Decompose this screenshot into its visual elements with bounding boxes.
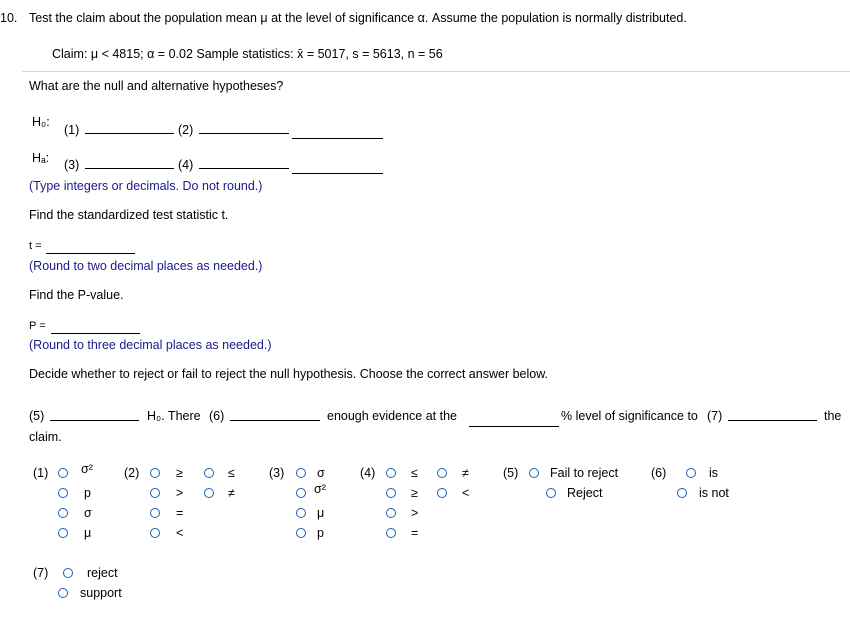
blank-4-label: (4) <box>178 158 194 172</box>
g4-opt-gt: > <box>411 506 419 520</box>
g5-radio-fail-to-reject[interactable] <box>529 468 539 478</box>
blank-1[interactable] <box>85 133 174 134</box>
g2-radio-eq[interactable] <box>150 508 160 518</box>
p-label: P = <box>29 320 46 332</box>
g1-opt-sigma: σ <box>84 506 92 520</box>
h0-there-text: H₀. There <box>147 409 201 423</box>
g4-radio-eq[interactable] <box>386 528 396 538</box>
group-6-label: (6) <box>651 466 667 480</box>
g6-opt-is: is <box>709 466 719 480</box>
g3-radio-sigma[interactable] <box>296 468 306 478</box>
g2-radio-ge[interactable] <box>150 468 160 478</box>
g5-opt-reject: Reject <box>567 486 603 500</box>
g7-radio-reject[interactable] <box>63 568 73 578</box>
group-3-label: (3) <box>269 466 285 480</box>
g4-radio-lt[interactable] <box>437 488 447 498</box>
ha-label: Hₐ: <box>32 151 50 165</box>
blank-6[interactable] <box>230 420 320 421</box>
g4-opt-ge: ≥ <box>411 486 418 500</box>
g5-radio-reject[interactable] <box>546 488 556 498</box>
g1-radio-mu[interactable] <box>58 528 68 538</box>
blank-3-label: (3) <box>64 158 80 172</box>
the-text: the <box>824 409 842 423</box>
g4-radio-gt[interactable] <box>386 508 396 518</box>
g4-opt-lt: < <box>462 486 470 500</box>
g2-opt-lt: < <box>176 526 184 540</box>
g1-opt-sigma-sq: σ² <box>81 462 93 476</box>
hypotheses-prompt: What are the null and alternative hypotheses? <box>29 79 284 93</box>
blank-1-label: (1) <box>64 123 80 137</box>
g2-radio-ne[interactable] <box>204 488 214 498</box>
g3-opt-p: p <box>317 526 324 540</box>
g2-opt-ne: ≠ <box>228 486 235 500</box>
g2-opt-ge: ≥ <box>176 466 183 480</box>
p-input[interactable] <box>51 333 140 334</box>
g4-opt-eq: = <box>411 526 419 540</box>
g1-opt-p: p <box>84 486 91 500</box>
g3-radio-p[interactable] <box>296 528 306 538</box>
g1-radio-sigma[interactable] <box>58 508 68 518</box>
question-number: 10. <box>0 11 18 25</box>
g7-opt-reject: reject <box>87 566 118 580</box>
g3-radio-sigma-sq[interactable] <box>296 488 306 498</box>
group-7-label: (7) <box>33 566 49 580</box>
group-5-label: (5) <box>503 466 519 480</box>
g1-radio-sigma-sq[interactable] <box>58 468 68 478</box>
g1-radio-p[interactable] <box>58 488 68 498</box>
g2-opt-eq: = <box>176 506 184 520</box>
pct-text: % level of significance to <box>561 409 698 423</box>
g2-radio-le[interactable] <box>204 468 214 478</box>
g1-opt-mu: μ <box>84 526 92 540</box>
pvalue-note: (Round to three decimal places as needed.) <box>29 338 272 352</box>
blank-2-label: (2) <box>178 123 194 137</box>
pvalue-prompt: Find the P-value. <box>29 288 124 302</box>
tstat-note: (Round to two decimal places as needed.) <box>29 259 263 273</box>
blank-5-label: (5) <box>29 409 45 423</box>
blank-2[interactable] <box>199 133 289 134</box>
blank-7-label: (7) <box>707 409 723 423</box>
g3-opt-sigma: σ <box>317 466 325 480</box>
g4-radio-ge[interactable] <box>386 488 396 498</box>
g7-opt-support: support <box>80 586 122 600</box>
g7-radio-support[interactable] <box>58 588 68 598</box>
blank-7[interactable] <box>728 420 817 421</box>
g4-radio-le[interactable] <box>386 468 396 478</box>
blank-6-label: (6) <box>209 409 225 423</box>
g5-opt-fail-to-reject: Fail to reject <box>550 466 619 480</box>
decision-prompt: Decide whether to reject or fail to reject the null hypothesis. Choose the correct answer below. <box>29 367 549 381</box>
group-4-label: (4) <box>360 466 376 480</box>
blank-5[interactable] <box>50 420 139 421</box>
ha-value-input[interactable] <box>292 173 383 174</box>
question-text: Test the claim about the population mean μ at the level of significance α. Assume the population is normally distributed. <box>29 11 687 25</box>
g6-radio-is[interactable] <box>686 468 696 478</box>
g2-opt-le: ≤ <box>228 466 235 480</box>
separator <box>22 71 850 72</box>
blank-3[interactable] <box>85 168 174 169</box>
claim-text: claim. <box>29 430 62 444</box>
g2-radio-lt[interactable] <box>150 528 160 538</box>
g3-opt-sigma-sq: σ² <box>314 482 326 496</box>
h0-label: H₀: <box>32 115 50 129</box>
claim-line: Claim: μ < 4815; α = 0.02 Sample statistics: x̄ = 5017, s = 5613, n = 56 <box>52 47 443 61</box>
g6-radio-is-not[interactable] <box>677 488 687 498</box>
g4-opt-ne: ≠ <box>462 466 469 480</box>
group-2-label: (2) <box>124 466 140 480</box>
g3-radio-mu[interactable] <box>296 508 306 518</box>
g2-opt-gt: > <box>176 486 184 500</box>
significance-input[interactable] <box>469 426 559 427</box>
g4-radio-ne[interactable] <box>437 468 447 478</box>
blank-4[interactable] <box>199 168 289 169</box>
enough-text: enough evidence at the <box>327 409 457 423</box>
hypotheses-note: (Type integers or decimals. Do not round.) <box>29 179 263 193</box>
group-1-label: (1) <box>33 466 49 480</box>
t-input[interactable] <box>46 253 135 254</box>
g6-opt-is-not: is not <box>699 486 729 500</box>
g2-radio-gt[interactable] <box>150 488 160 498</box>
tstat-prompt: Find the standardized test statistic t. <box>29 208 229 222</box>
g3-opt-mu: μ <box>317 506 325 520</box>
t-label: t = <box>29 240 42 252</box>
g4-opt-le: ≤ <box>411 466 418 480</box>
h0-value-input[interactable] <box>292 138 383 139</box>
